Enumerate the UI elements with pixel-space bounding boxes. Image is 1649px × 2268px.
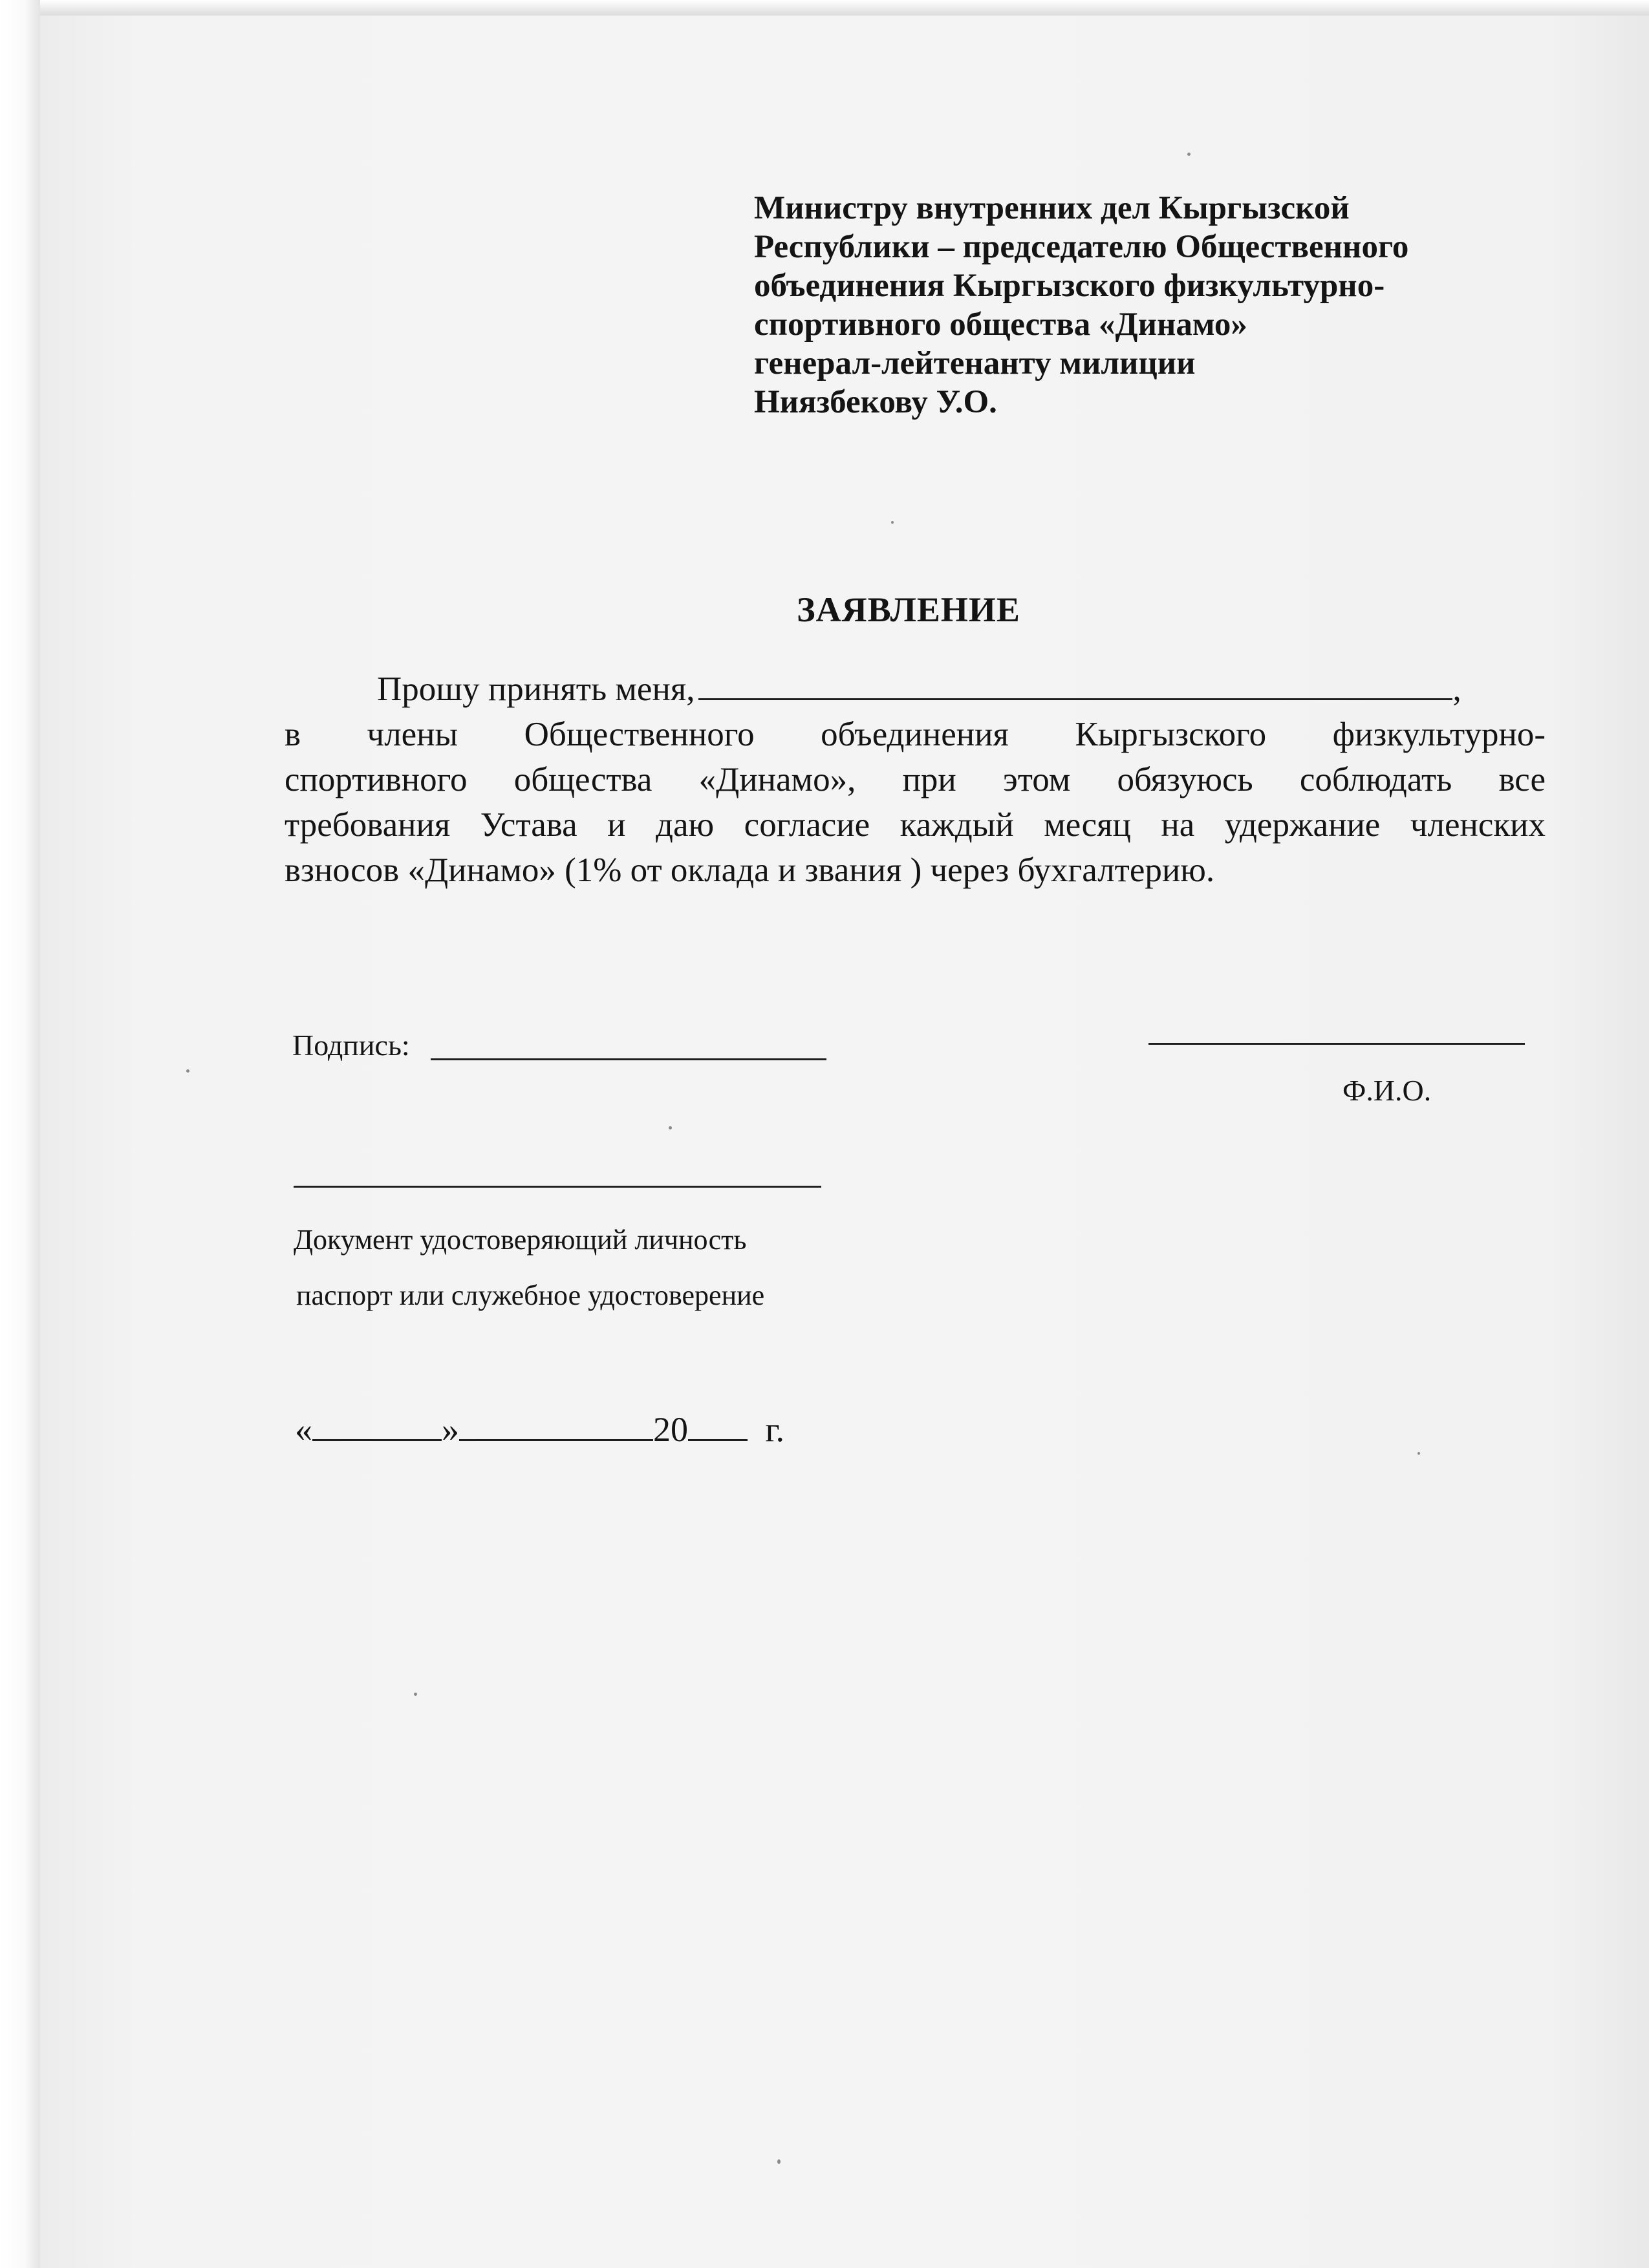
date-row [295,1408,784,1450]
scan-speck [414,1693,417,1696]
body-line: спортивного общества «Динамо», при этом обязуюсь соблюдать все [285,761,1546,798]
signature-field[interactable] [431,1058,826,1060]
identity-document-label: Документ удостоверяющий личность [294,1224,747,1256]
scan-speck [1417,1452,1420,1455]
addressee-line: Республики – председателю Общественного [754,229,1409,265]
scan-speck [186,1069,189,1073]
date-day-field[interactable] [312,1408,442,1441]
scan-speck [1187,153,1191,156]
date-open-quote: « [295,1410,312,1449]
addressee-line: объединения Кыргызского физкультурно- [754,268,1385,304]
date-suffix: г. [765,1410,785,1449]
body-line: взносов «Динамо» (1% от оклада и звания ) через бухгалтерию. [285,851,1215,889]
opening-comma: , [1452,670,1461,708]
opening-line [285,665,1546,712]
addressee-line: Министру внутренних дел Кыргызской [754,190,1350,226]
fio-field[interactable] [1148,1043,1525,1045]
date-year-field[interactable] [688,1408,748,1441]
scan-speck [891,521,894,524]
scan-speck [669,1126,672,1129]
addressee-line: спортивного общества «Динамо» [754,306,1247,343]
date-close-quote: » [442,1410,459,1449]
applicant-name-field[interactable] [698,665,1452,700]
scan-speck [777,2159,781,2164]
date-century: 20 [653,1410,688,1449]
addressee-line: Ниязбекову У.О. [754,384,997,420]
signature-label: Подпись: [292,1029,410,1062]
document-title-row [0,590,1649,630]
addressee-line: генерал-лейтенанту милиции [754,345,1196,381]
body-line: требования Устава и даю согласие каждый месяц на удержание членских [285,806,1546,844]
body-line: в члены Общественного объединения Кыргызского физкультурно- [285,716,1546,753]
identity-document-hint: паспорт или служебное удостоверение [296,1279,765,1311]
scan-edge-top [0,0,1649,16]
identity-document-field[interactable] [294,1186,821,1188]
addressee-block [754,189,1614,422]
application-body [285,665,1546,893]
scan-edge-left [0,0,40,2268]
date-month-field[interactable] [459,1408,653,1441]
opening-text: Прошу принять меня, [377,670,695,708]
fio-label: Ф.И.О. [1342,1074,1432,1107]
document-title: ЗАЯВЛЕНИЕ [797,590,1020,629]
